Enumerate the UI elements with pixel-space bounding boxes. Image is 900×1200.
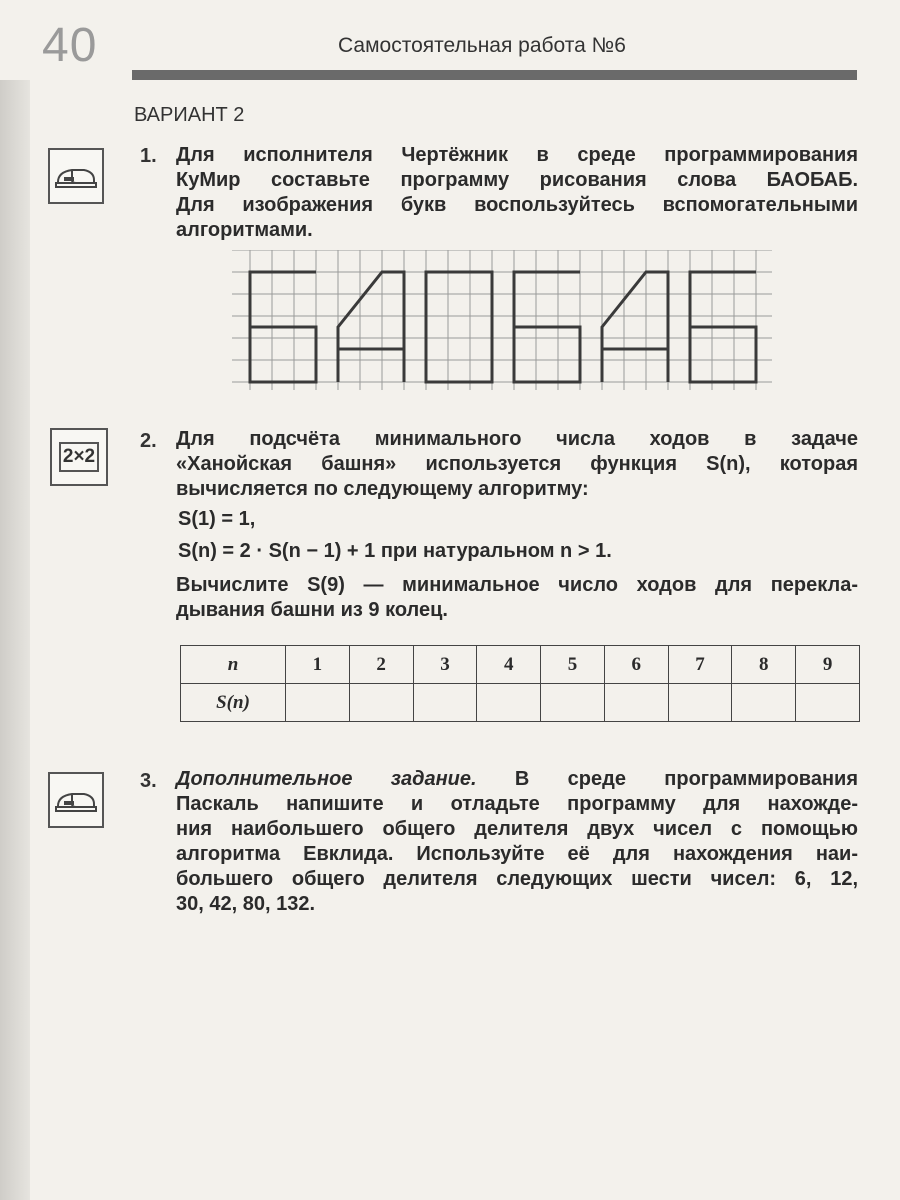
task-1-line: КуМир составьте программу рисования слова БАОБАБ.: [176, 169, 858, 191]
table-row: [181, 684, 860, 722]
task-3-line: Паскаль напишите и отладьте программу для нахожде-: [176, 793, 858, 815]
table-cell-n: 8: [732, 646, 796, 684]
task-3-line: В среде программирования: [476, 768, 858, 790]
task-2-question-line: Вычислите S(9) — минимальное число ходов для перекла-: [176, 574, 858, 596]
task-3-first-line: [176, 767, 858, 792]
page-margin: [0, 80, 30, 1200]
table-cell-n: 2: [349, 646, 413, 684]
task-1-line: алгоритмами.: [176, 219, 313, 241]
task-3-line: алгоритма Евклида. Используйте её для нахождения наи-: [176, 843, 858, 865]
task-1-number: 1.: [140, 145, 157, 167]
mouse-icon-svg: [50, 774, 102, 826]
letters: [250, 272, 756, 382]
table-cell-n: 3: [413, 646, 477, 684]
task-3-lead: Дополнительное задание.: [176, 768, 477, 790]
table-cell-empty[interactable]: [796, 684, 860, 722]
table-cell-empty[interactable]: [286, 684, 350, 722]
computer-mouse-icon: [48, 772, 104, 828]
calculation-icon-label: 2×2: [59, 442, 99, 472]
task-2-number: 2.: [140, 430, 157, 452]
formula-base-case: S(1) = 1,: [178, 508, 256, 530]
header-rule: [132, 70, 857, 80]
table-cell-n: 4: [477, 646, 541, 684]
baobab-grid-figure: [232, 250, 772, 390]
letter-a-1: [338, 272, 404, 382]
task-1-line: Для изображения букв воспользуйтесь вспомогательными: [176, 194, 858, 216]
task-2-question-line: дывания башни из 9 колец.: [176, 599, 448, 621]
table-header-n: n: [181, 646, 286, 684]
task-1-line: Для исполнителя Чертёжник в среде программирования: [176, 144, 858, 166]
table-cell-n: 9: [796, 646, 860, 684]
table-cell-empty[interactable]: [349, 684, 413, 722]
task-2-text: [176, 427, 858, 502]
table-cell-n: 7: [668, 646, 732, 684]
mouse-icon-svg: [50, 150, 102, 202]
page-number: 40: [42, 19, 98, 72]
task-2-line: Для подсчёта минимального числа ходов в задаче: [176, 428, 858, 450]
table-cell-empty[interactable]: [477, 684, 541, 722]
task-2-question: [176, 573, 858, 623]
calculation-icon: [50, 428, 108, 486]
table-cell-n: 6: [604, 646, 668, 684]
table-cell-empty[interactable]: [604, 684, 668, 722]
task-3-line: ния наибольшего общего делителя двух чисел с помощью: [176, 818, 858, 840]
letter-b-1: [250, 272, 316, 382]
variant-heading: ВАРИАНТ 2: [134, 104, 245, 126]
computer-mouse-icon: [48, 148, 104, 204]
table-cell-empty[interactable]: [732, 684, 796, 722]
table-cell-empty[interactable]: [541, 684, 605, 722]
letter-a-2: [602, 272, 668, 382]
task-3-line: 30, 42, 80, 132.: [176, 893, 316, 915]
table-cell-empty[interactable]: [668, 684, 732, 722]
task-3-line: большего общего делителя следующих шести чисел: 6, 12,: [176, 868, 858, 890]
letter-o: [426, 272, 492, 382]
table-cell-empty[interactable]: [413, 684, 477, 722]
table-cell-n: 5: [541, 646, 605, 684]
letter-b-2: [514, 272, 580, 382]
task-1-text: [176, 143, 858, 243]
table-cell-n: 1: [286, 646, 350, 684]
header-title: Самостоятельная работа №6: [338, 34, 626, 57]
task-2-line: «Ханойская башня» используется функция S(n), которая: [176, 453, 858, 475]
task-2-line: вычисляется по следующему алгоритму:: [176, 478, 589, 500]
table-row: [181, 646, 860, 684]
table-header-sn: S(n): [181, 684, 286, 722]
formula-recurrence: S(n) = 2 · S(n − 1) + 1 при натуральном n > 1.: [178, 540, 612, 562]
task-3-number: 3.: [140, 770, 157, 792]
hanoi-table: [180, 645, 860, 722]
letter-b-3: [690, 272, 756, 382]
task-3-text: [176, 767, 858, 917]
